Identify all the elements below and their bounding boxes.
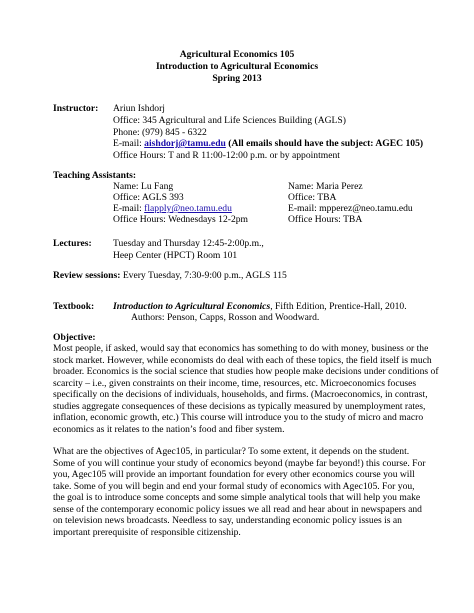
ta1-email-line (113, 203, 232, 214)
instructor-phone: Phone: (979) 845 - 6322 (113, 127, 207, 138)
review-label: Review sessions: (53, 270, 121, 281)
textbook-line (113, 301, 407, 312)
objective-line: economics as it relates to the nation’s food and fiber system. (53, 423, 285, 435)
ta-label: Teaching Assistants: (53, 170, 137, 181)
lectures-label: Lectures: (53, 238, 92, 249)
textbook-title: Introduction to Agricultural Economics (113, 301, 271, 312)
ta1-email-link[interactable]: flapply@neo.tamu.edu (144, 203, 232, 214)
objectives-line: on television news broadcasts. Needless to say, understanding economic policy issues is an (53, 515, 402, 526)
instructor-name: Ariun Ishdorj (113, 103, 165, 114)
objective-line: inflation, economic growth, etc.) This course will introduce you to the study of micro and macro (53, 412, 424, 423)
instructor-label: Instructor: (53, 103, 99, 114)
objective-line: stock market. However, while economists do deal with each of these topics, the field itself is much (53, 354, 432, 366)
ta2-office: Office: TBA (288, 192, 337, 203)
objective-line: Most people, if asked, would say that economics has something to do with money, business or the (53, 343, 429, 354)
objectives-line: What are the objectives of Agec105, in particular? To some extent, it depends on the student. (53, 446, 410, 457)
objectives-line: Some of you will continue your study of economics beyond (maybe far beyond!) this course. For (53, 457, 426, 469)
course-term: Spring 2013 (212, 73, 262, 84)
review-line (53, 270, 287, 281)
objective-line: broader. Economics is the social science that studies how people make decisions under conditions of (53, 366, 439, 377)
objective-line: scarcity – i.e., given constraints on their income, time, resources, etc. Microeconomics focuses (53, 377, 417, 389)
objectives-line: you, Agec105 will provide an important foundation for every other economics course you will (53, 469, 415, 480)
objectives-line: important prerequisite of responsible citizenship. (53, 526, 241, 538)
ta1-email-prefix: E-mail: (113, 203, 145, 214)
objective-line: studies aggregate consequences of these decisions as typically measured by unemployment rates, (53, 400, 426, 412)
objectives-line: sense of the contemporary economic policy issues we all read and hear about in newspapers and (53, 503, 422, 515)
ta1-name: Name: Lu Fang (113, 181, 174, 192)
instructor-office: Office: 345 Agricultural and Life Sciences Building (AGLS) (113, 115, 346, 126)
lectures-location: Heep Center (HPCT) Room 101 (113, 250, 238, 261)
course-code: Agricultural Economics 105 (179, 49, 295, 60)
objective-heading: Objective: (53, 332, 96, 343)
objectives-line: the goal is to introduce some concepts and some simple analytical tools that will help you make (53, 492, 421, 503)
textbook-label: Textbook: (53, 301, 95, 312)
review-text: Every Tuesday, 7:30-9:00 p.m., AGLS 115 (120, 270, 287, 281)
textbook-authors: Authors: Penson, Capps, Rosson and Woodward. (131, 312, 320, 323)
instructor-email-note: (All emails should have the subject: AGEC 105) (225, 138, 424, 149)
lectures-time: Tuesday and Thursday 12:45-2:00p.m., (113, 238, 264, 249)
instructor-email-line (113, 138, 423, 149)
instructor-email-link[interactable]: aishdorj@tamu.edu (144, 138, 226, 149)
ta2-email: E-mail: mpperez@neo.tamu.edu (288, 203, 413, 214)
ta1-office: Office: AGLS 393 (113, 192, 184, 203)
course-title: Introduction to Agricultural Economics (155, 61, 319, 72)
ta2-office-hours: Office Hours: TBA (288, 214, 363, 225)
objectives-line: take. Some of you will begin and end your formal study of economics with Agec105. For you, (53, 480, 415, 492)
ta2-name: Name: Maria Perez (288, 181, 363, 192)
instructor-office-hours: Office Hours: T and R 11:00-12:00 p.m. or by appointment (113, 150, 340, 161)
ta1-office-hours: Office Hours: Wednesdays 12-2pm (113, 214, 249, 225)
textbook-details: , Fifth Edition, Prentice-Hall, 2010. (270, 301, 407, 312)
objective-line: specifically on the decisions of individuals, households, and firms. (Macroeconomics, in contrast, (53, 389, 428, 400)
instructor-email-prefix: E-mail: (113, 138, 145, 149)
